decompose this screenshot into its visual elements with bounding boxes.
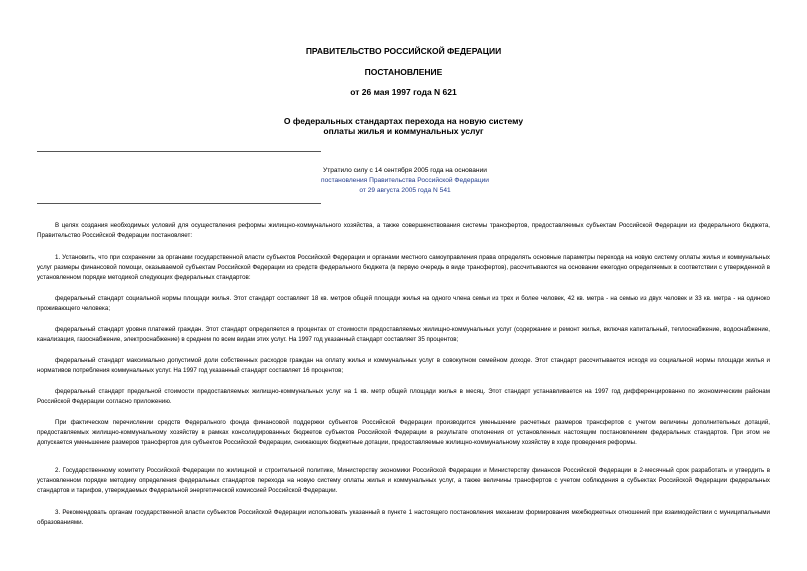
paragraph-item-2: 2. Государственному комитету Российской Федерации по жилищной и строительной политике, Министерству экономики Российской Федерации и Министерству финансов Российской Федерации в 2-месячный срок разработать и утвердить в установленном порядке методику определения федеральных стандартов перехода на новую систему оплаты жилья и коммунальных услуг, а также величины трансфертов с учетом соблюдения в субъектах Российской Федерации федеральных стандартов и тарифов, утверждаемых Федеральной энергетической комиссией Российской Федерации. [37, 467, 770, 494]
government-heading: ПРАВИТЕЛЬСТВО РОССИЙСКОЙ ФЕДЕРАЦИИ [305, 46, 502, 56]
paragraph-preamble: В целях создания необходимых условий для осуществления реформы жилищно-коммунального хозяйства, а также совершенствования системы трансфертов, предоставляемых субъектам Российской Федерации из федерального бюджета, Правительство Российской Федерации постановляет: [37, 222, 770, 239]
divider-bottom [37, 203, 321, 204]
document-date-number: от 26 мая 1997 года N 621 [350, 87, 457, 97]
repeal-decree-link-date[interactable]: от 29 августа 2005 года N 541 [359, 187, 451, 194]
document-title-line-1: О федеральных стандартах перехода на новую систему [283, 116, 524, 126]
repeal-decree-link[interactable]: постановления Правительства Российской Федерации [321, 177, 489, 184]
document-title-line-2: оплаты жилья и коммунальных услуг [323, 126, 484, 136]
divider-top [37, 151, 321, 152]
paragraph-item-1: 1. Установить, что при сохранении за органами государственной власти субъектов Российской Федерации и органами местного самоуправления права определять основные параметры перехода на новую систему оплаты жилья и коммунальных услуг размеры финансовой помощи, оказываемой субъектам Российской Федерации из средств федерального бюджета (в первую очередь в виде трансфертов), рассчитываются на основании ежегодно определяемых в соответствии с утвержденной в установленном порядке методикой следующих федеральных стандартов: [37, 254, 770, 281]
status-note: Утратило силу с 14 сентября 2005 года на основании [323, 167, 487, 174]
paragraph-standard-area: федеральный стандарт социальной нормы площади жилья. Этот стандарт составляет 18 кв. метров общей площади жилья на одного члена семьи из трех и более человек, 42 кв. метра - на семью из двух человек и 33 кв. метра - на одиноко проживающего человека; [37, 295, 770, 312]
paragraph-standard-payments: федеральный стандарт уровня платежей граждан. Этот стандарт определяется в процентах от стоимости предоставляемых жилищно-коммунальных услуг (содержание и ремонт жилья, включая капитальный, теплоснабжение, водоснабжение, канализация, газоснабжение, электроснабжение) в среднем по всем видам этих услуг. На 1997 год указанный стандарт составляет 35 процентов; [37, 326, 770, 343]
document-type: ПОСТАНОВЛЕНИЕ [364, 67, 443, 77]
paragraph-item-3: 3. Рекомендовать органам государственной власти субъектов Российской Федерации использовать указанный в пункте 1 настоящего постановления механизм формирования межбюджетных отношений при взаимодействии с муниципальными образованиями. [37, 509, 770, 526]
paragraph-standard-cost: федеральный стандарт предельной стоимости предоставляемых жилищно-коммунальных услуг на 1 кв. метр общей площади жилья в месяц. Этот стандарт устанавливается на 1997 год дифференцированно по экономическим районам Российской Федерации согласно приложению. [37, 388, 770, 405]
paragraph-standard-share: федеральный стандарт максимально допустимой доли собственных расходов граждан на оплату жилья и коммунальных услуг в совокупном семейном доходе. Этот стандарт рассчитывается исходя из социальной нормы площади жилья и нормативов потребления коммунальных услуг. На 1997 год указанный стандарт составляет 16 процентов; [37, 357, 770, 374]
paragraph-transfers: При фактическом перечислении средств Федерального фонда финансовой поддержки субъектов Российской Федерации производится уменьшение расчетных размеров трансфертов с учетом величины дополнительных дотаций, предоставляемых жилищно-коммунальному хозяйству в рамках консолидированных бюджетов субъектов Российской Федерации в результате отклонения от установленных настоящим постановлением федеральных стандартов. При этом не допускается уменьшение размеров трансфертов для субъектов Российской Федерации, снижающих бюджетные дотации, предоставляемые жилищно-коммунальному хозяйству в ходе проведения реформы. [37, 419, 770, 446]
